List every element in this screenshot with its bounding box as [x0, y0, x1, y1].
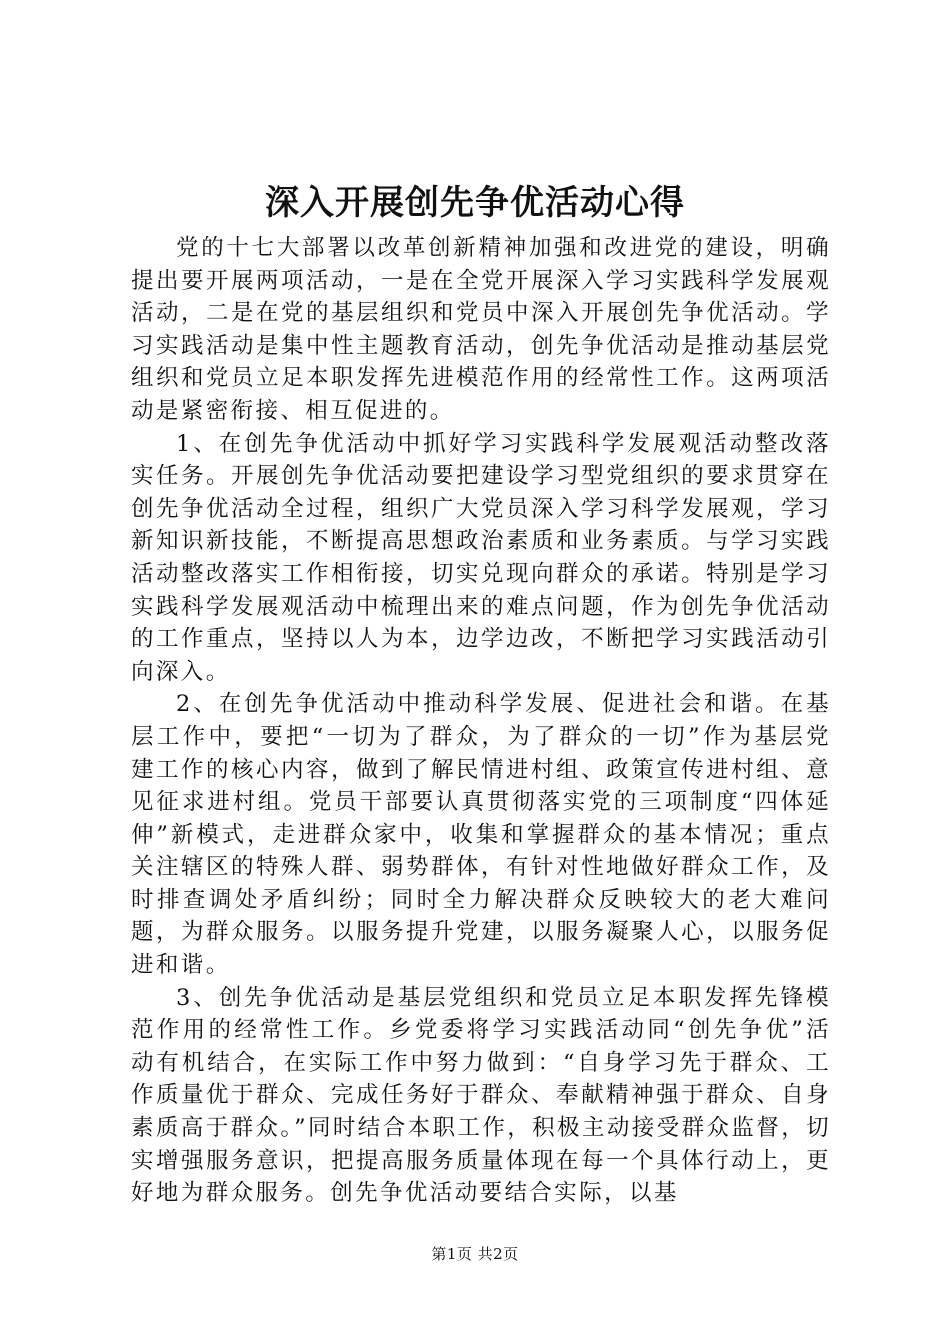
paragraph-intro: 党的十七大部署以改革创新精神加强和改进党的建设，明确提出要开展两项活动，一是在全党开展深入学习实践科学发展观活动，二是在党的基层组织和党员中深入开展创先争优活动。学习实践活动是集中性主题教育活动，创先争优活动是推动基层党组织和党员立足本职发挥先进模范作用的经常性工作。这两项活动是紧密衔接、相互促进的。	[131, 235, 831, 424]
paragraph-point-2: 2、在创先争优活动中推动科学发展、促进社会和谐。在基层工作中，要把“一切为了群众，为了群众的一切”作为基层党建工作的核心内容，做到了解民情进村组、政策宣传进村组、意见征求进村组。党员干部要认真贯彻落实党的三项制度“四体延伸”新模式，走进群众家中，收集和掌握群众的基本情况；重点关注辖区的特殊人群、弱势群体，有针对性地做好群众工作，及时排查调处矛盾纠纷；同时全力解决群众反映较大的老大难问题，为群众服务。以服务提升党建，以服务凝聚人心，以服务促进和谐。	[131, 691, 831, 979]
document-title: 深入开展创先争优活动心得	[265, 183, 685, 223]
paragraph-point-1: 1、在创先争优活动中抓好学习实践科学发展观活动整改落实任务。开展创先争优活动要把建设学习型党组织的要求贯穿在创先争优活动全过程，组织广大党员深入学习科学发展观，学习新知识新技能，不断提高思想政治素质和业务素质。与学习实践活动整改落实工作相衔接，切实兑现向群众的承诺。特别是学习实践科学发展观活动中梳理出来的难点问题，作为创先争优活动的工作重点，坚持以人为本，边学边改，不断把学习实践活动引向深入。	[131, 430, 831, 685]
document-body	[131, 232, 831, 1210]
page-number-footer: 第1页 共2页	[431, 1245, 519, 1263]
paragraph-point-3: 3、创先争优活动是基层党组织和党员立足本职发挥先锋模范作用的经常性工作。乡党委将学习实践活动同“创先争优”活动有机结合，在实际工作中努力做到：“自身学习先于群众、工作质量优于群众、完成任务好于群众、奉献精神强于群众、自身素质高于群众。”同时结合本职工作，积极主动接受群众监督，切实增强服务意识，把提高服务质量体现在每一个具体行动上，更好地为群众服务。创先争优活动要结合实际，以基	[131, 984, 831, 1207]
